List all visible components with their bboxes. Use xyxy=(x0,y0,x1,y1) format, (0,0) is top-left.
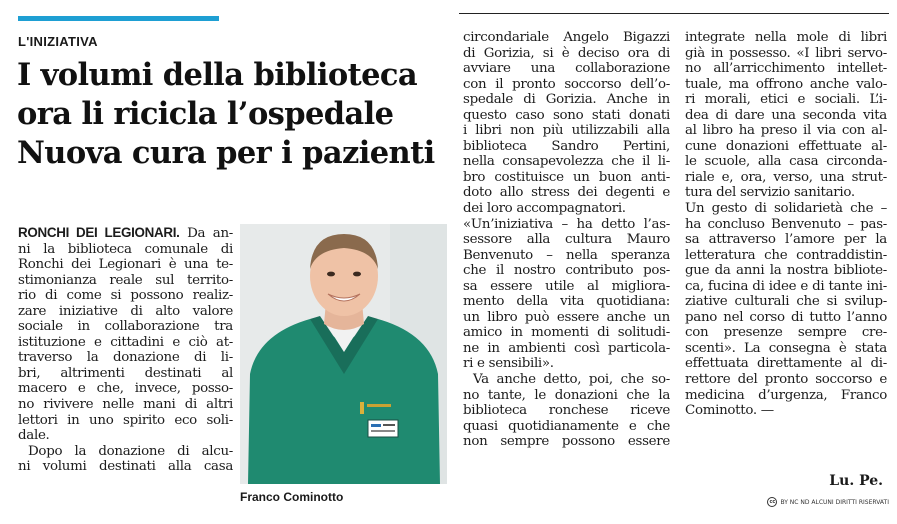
text-line: ca, fucina di idee e di tante ini- xyxy=(685,278,887,294)
text-line: letteratura che contraddistin- xyxy=(685,247,887,263)
text-line: Dopo la donazione di alcu- xyxy=(28,443,233,459)
text-line: ha concluso Benvenuto – pas- xyxy=(685,216,887,232)
text-line: ni volumi destinati alla casa xyxy=(18,459,233,475)
text-line: spedale di Gorizia. Anche in xyxy=(463,92,670,108)
top-rule xyxy=(459,13,889,14)
text-line: scenti». La consegna è stata xyxy=(685,340,887,356)
text-line: circondariale Angelo Bigazzi xyxy=(463,30,670,45)
text-line: Cominotto. — xyxy=(685,403,774,419)
text-line: con presenze sempre cre- xyxy=(685,325,887,341)
text-line: non sempre possono essere xyxy=(463,434,670,450)
text-line: ni la biblioteca comunale di xyxy=(18,241,233,257)
photo-caption: Franco Cominotto xyxy=(240,490,344,504)
text-line: ne in ambienti così particola- xyxy=(463,340,670,356)
text-line: dei loro accompagnatori. xyxy=(463,201,626,217)
text-line: Va anche detto, poi, che so- xyxy=(473,372,670,388)
text-line: «Un’iniziativa – ha detto l’as- xyxy=(463,216,670,232)
byline: RONCHI DEI LEGIONARI. xyxy=(18,225,180,240)
text-line: istituzione e cittadini e ciò at- xyxy=(18,334,233,350)
portrait-illustration xyxy=(240,224,447,484)
text-line: rettore del pronto soccorso e xyxy=(685,372,887,388)
text-line: Benvenuto – nella speranza xyxy=(463,247,670,263)
text-line: lettori in uno spirito eco soli- xyxy=(18,412,233,428)
text-line: al libro ha preso il via con al- xyxy=(685,123,887,139)
text-line: biblioteca ronchese riceve xyxy=(463,403,670,419)
text-line: integrate nella mole di libri xyxy=(685,30,887,45)
accent-bar xyxy=(18,16,219,21)
license-notice xyxy=(767,497,889,507)
text-line: nella consapevolezza che il li- xyxy=(463,154,670,170)
text-line: stimonianza reale sul territo- xyxy=(18,272,233,288)
author-signature: Lu. Pe. xyxy=(829,473,883,489)
text-line: dea di dare una seconda vita xyxy=(685,107,887,123)
portrait-photo xyxy=(240,224,447,484)
text-line: sociale in collaborazione tra xyxy=(18,319,233,335)
text-line: già in possesso. «I libri servo- xyxy=(685,45,887,61)
text-line: un libro può essere anche un xyxy=(463,309,670,325)
text-line: Ronchi dei Legionari è una te- xyxy=(18,257,233,273)
text-line: gue da anni la nostra bibliote- xyxy=(685,263,887,279)
text-line: no tante, le donazioni che la xyxy=(463,387,670,403)
text-line: sa essere utile al migliora- xyxy=(463,278,670,294)
text-line: effettuata direttamente al di- xyxy=(685,356,887,372)
creative-commons-icon: cc xyxy=(767,497,777,507)
text-line: biblioteca Sandro Pertini, xyxy=(463,138,670,154)
text-line: riale e, ora, verso, una strut- xyxy=(685,169,887,185)
text-line: bro costituisce un buon anti- xyxy=(463,169,670,185)
text-line: sessore alla cultura Mauro xyxy=(463,232,670,248)
text-line: mento della vita quotidiana: xyxy=(463,294,670,310)
headline-line-2: ora li ricicla l’ospedale xyxy=(17,96,394,132)
text-line: rio di come si possono realiz- xyxy=(18,288,233,304)
text-line: dale. xyxy=(18,428,50,444)
text-line: con il pronto soccorso dell’o- xyxy=(463,76,670,92)
text-line: le scuole, alla casa circonda- xyxy=(685,154,887,170)
headline xyxy=(17,56,452,173)
text-line: doto allo stress dei degenti e xyxy=(463,185,670,201)
text-line: tuale, ma offrono anche valo- xyxy=(685,76,887,92)
text-line: traverso la donazione di li- xyxy=(18,350,233,366)
text-line: pano nel corso di tutto l’anno xyxy=(685,309,887,325)
text-line: ri morali, etici e sociali. L’i- xyxy=(685,92,887,108)
text-line: bri, altrimenti destinati al xyxy=(18,365,233,381)
article-column-1 xyxy=(18,225,233,475)
license-text: BY NC ND ALCUNI DIRITTI RISERVATI xyxy=(780,498,889,506)
text-line: no rivivere nelle mani di altri xyxy=(18,397,233,413)
article-column-3 xyxy=(685,30,887,419)
text-line: quasi quotidianamente e che xyxy=(463,418,670,434)
text-line: ri e sensibili». xyxy=(463,356,554,372)
text-line: cune donazioni effettuate al- xyxy=(685,138,887,154)
text-line: macero e che, invece, posso- xyxy=(18,381,233,397)
text-line: avviare una collaborazione xyxy=(463,61,670,77)
text-line: sa attraverso l’amore per la xyxy=(685,232,887,248)
headline-line-1: I volumi della biblioteca xyxy=(17,57,418,93)
text-line: i libri non più utilizzabili alla xyxy=(463,123,670,139)
headline-line-3: Nuova cura per i pazienti xyxy=(17,135,435,171)
text-line: RONCHI DEI LEGIONARI. Da an- xyxy=(18,225,233,241)
text-line: di Gorizia, si è deciso ora di xyxy=(463,45,670,61)
text-line: Un gesto di solidarietà che – xyxy=(685,201,887,217)
text-line: zare iniziative di alto valore xyxy=(18,303,233,319)
text-line: ziative culturali che si svilup- xyxy=(685,294,887,310)
kicker: L'INIZIATIVA xyxy=(18,34,98,49)
article-column-2 xyxy=(463,30,670,450)
text-line: amico in momenti di solitudi- xyxy=(463,325,670,341)
text-line: medicina d’urgenza, Franco xyxy=(685,387,887,403)
text-line: no all’arricchimento intellet- xyxy=(685,61,887,77)
text-line: che il nostro contributo pos- xyxy=(463,263,670,279)
text-line: tura del servizio sanitario. xyxy=(685,185,855,201)
text-line: questo caso sono stati donati xyxy=(463,107,670,123)
